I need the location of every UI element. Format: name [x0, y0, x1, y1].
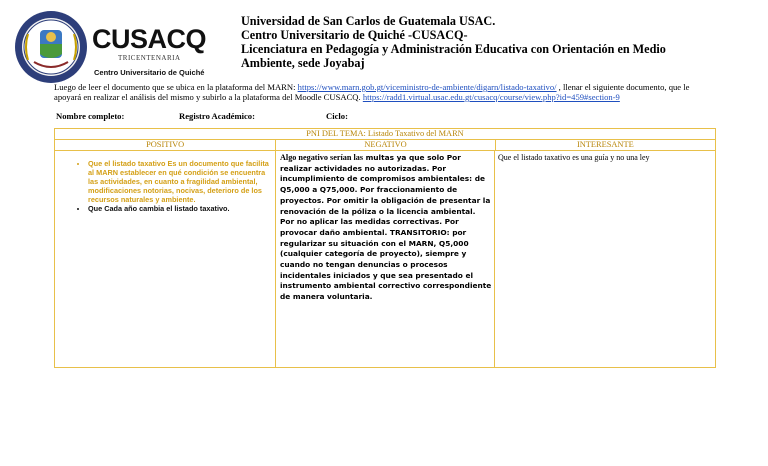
intro-text-1: Luego de leer el documento que se ubica en la plataforma del MARN:: [54, 82, 298, 92]
positivo-item: • Que Cada año cambia el listado taxativo.: [88, 205, 275, 214]
header-line-program: Licenciatura en Pedagogía y Administración Educativa con Orientación en Medio: [241, 42, 666, 56]
usac-seal-logo: [14, 10, 88, 84]
ciclo-field-label: Ciclo:: [326, 111, 348, 121]
pni-title: PNI DEL TEMA: Listado Taxativo del MARN: [55, 129, 715, 140]
intro-paragraph: [54, 82, 714, 102]
column-positivo-header: POSITIVO: [55, 140, 276, 150]
interesante-text: Que el listado taxativo es una guía y no una ley: [498, 153, 650, 162]
name-field-label: Nombre completo:: [56, 111, 125, 121]
header-line-university: Universidad de San Carlos de Guatemala USAC.: [241, 14, 496, 28]
registro-field-label: Registro Académico:: [179, 111, 255, 121]
tricentenaria-label: TRICENTENARIA: [118, 54, 181, 62]
positivo-list: [55, 160, 275, 213]
header-line-center: Centro Universitario de Quiché -CUSACQ-: [241, 28, 468, 42]
marn-link[interactable]: https://www.marn.gob.gt/viceministro-de-ambiente/digarn/listado-taxativo/: [297, 82, 557, 92]
pni-body-row: [55, 151, 715, 367]
negativo-cell: [276, 151, 495, 367]
document-header: [241, 14, 681, 70]
pni-table: [54, 128, 716, 368]
header-line-campus: Ambiente, sede Joyabaj: [241, 56, 365, 70]
column-negativo-header: NEGATIVO: [276, 140, 495, 150]
interesante-cell: [495, 151, 715, 367]
negativo-body: multas ya que solo Por realizar actividades no autorizadas. Por incumplimiento de compromisos ambientales: de Q5,000 a Q75,000. Por fraccionamiento de proyectos. Por omitir la obligación de presentar la renovación de la póliza o la licencia ambiental. Por no aplicar las medidas correctivas. Por provocar daño ambiental. TRANSITORIO: por regularizar su situación con el MARN, Q5,000 (cualquier categoría de proyecto), siempre y cuando no tengan denuncias o procesos incidentales iniciados y que sea presentado el instrumento ambiental correctivo correspondiente de manera voluntaria.: [280, 153, 492, 302]
column-interesante-header: INTERESANTE: [576, 140, 634, 149]
logo-subtitle: Centro Universitario de Quiché: [94, 68, 205, 77]
pni-header-row: [55, 140, 715, 151]
moodle-link[interactable]: https://radd1.virtual.usac.edu.gt/cusacq/course/view.php?id=459#section-9: [362, 92, 620, 102]
positivo-item: • Que el listado taxativo Es un documento que facilita al MARN establecer en qué condición se encuentra las actividades, en cuanto a fragilidad ambiental, modificaciones notorias, nocivas, deterioro de los recursos naturales y ambiente.: [88, 160, 275, 205]
negativo-lead: Algo negativo serían las: [280, 153, 364, 162]
positivo-cell: [55, 151, 276, 367]
intro-text-2: , llenar el siguiente documento, que le apoyará en realizar el análisis del mismo y subirlo a la plataforma del Moodle CUSACQ.: [54, 82, 690, 102]
negativo-text: [280, 153, 492, 303]
cusacq-wordmark: CUSACQ: [92, 24, 207, 54]
